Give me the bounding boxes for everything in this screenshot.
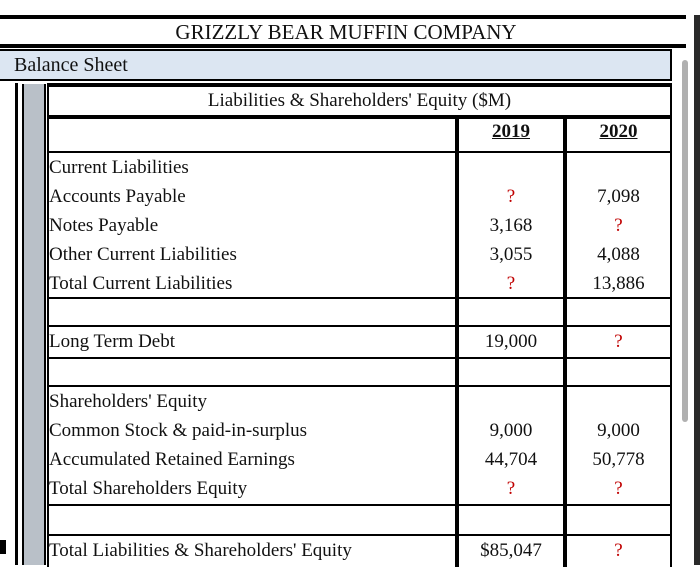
spacer-row-2-2019	[457, 357, 565, 387]
equity-heading: Shareholders' Equity	[49, 391, 208, 412]
current-liabilities-labels	[47, 151, 457, 299]
company-title: GRIZZLY BEAR MUFFIN COMPANY	[0, 15, 686, 48]
common-stock-label: Common Stock & paid-in-surplus	[49, 420, 308, 441]
notes-payable-2019: 3,168	[489, 215, 533, 236]
long-term-debt-2019: 19,000	[484, 331, 538, 352]
long-term-debt-row	[47, 325, 457, 359]
liabilities-table	[47, 83, 672, 565]
common-stock-2020: 9,000	[597, 420, 640, 441]
current-liabilities-heading: Current Liabilities	[49, 157, 189, 178]
total-equity-2019: ?	[506, 478, 516, 499]
spacer-row-2-2020	[565, 357, 672, 387]
notes-payable-2020: ?	[614, 215, 623, 236]
year-header-spacer	[47, 117, 457, 153]
retained-earnings-2020: 50,778	[592, 449, 645, 470]
vertical-scrollbar[interactable]	[682, 60, 688, 422]
spacer-row-3-2020	[565, 504, 672, 536]
spacer-row-1-2019	[457, 297, 565, 327]
grand-total-label: Total Liabilities & Shareholders' Equity	[49, 540, 352, 561]
spacer-row-3	[47, 504, 457, 536]
total-equity-label: Total Shareholders Equity	[49, 478, 248, 499]
accounts-payable-label: Accounts Payable	[49, 186, 186, 207]
retained-earnings-2019: 44,704	[484, 449, 538, 470]
equity-2019	[457, 385, 565, 506]
accounts-payable-2019: ?	[506, 186, 516, 207]
side-column	[22, 84, 46, 565]
grand-total-2019: $85,047	[480, 540, 542, 561]
retained-earnings-label: Accumulated Retained Earnings	[49, 449, 295, 470]
long-term-debt-label: Long Term Debt	[49, 331, 176, 352]
total-current-liabilities-label: Total Current Liabilities	[49, 273, 233, 294]
spacer-row-3-2019	[457, 504, 565, 536]
other-current-liabilities-label: Other Current Liabilities	[49, 244, 237, 265]
long-term-debt-2020: ?	[614, 331, 623, 352]
grand-total-2020-cell	[565, 534, 672, 567]
equity-labels	[47, 385, 457, 506]
accounts-payable-2020: 7,098	[597, 186, 640, 207]
common-stock-2019: 9,000	[489, 420, 533, 441]
spacer-row-1	[47, 297, 457, 327]
row-marker	[0, 540, 6, 554]
other-current-liabilities-2019: 3,055	[489, 244, 533, 265]
total-current-liabilities-2020: 13,886	[592, 273, 645, 294]
other-current-liabilities-2020: 4,088	[597, 244, 640, 265]
year-2020-header: 2020	[565, 117, 672, 153]
long-term-debt-2019-cell	[457, 325, 565, 359]
total-current-liabilities-2019: ?	[506, 273, 516, 294]
long-term-debt-2020-cell	[565, 325, 672, 359]
year-2019-header: 2019	[457, 117, 565, 153]
total-equity-2020: ?	[614, 478, 623, 499]
current-liabilities-2019	[457, 151, 565, 299]
spacer-row-2	[47, 357, 457, 387]
equity-2020	[565, 385, 672, 506]
window-edge	[694, 15, 700, 565]
grand-total-2020: ?	[614, 540, 623, 561]
spacer-row-1-2020	[565, 297, 672, 327]
current-liabilities-2020	[565, 151, 672, 299]
left-rail	[0, 83, 18, 565]
grand-total-2019-cell	[457, 534, 565, 567]
grand-total-row	[47, 534, 457, 567]
sheet-label: Balance Sheet	[0, 49, 672, 81]
table-header: Liabilities & Shareholders' Equity ($M)	[47, 85, 672, 117]
notes-payable-label: Notes Payable	[49, 215, 159, 236]
